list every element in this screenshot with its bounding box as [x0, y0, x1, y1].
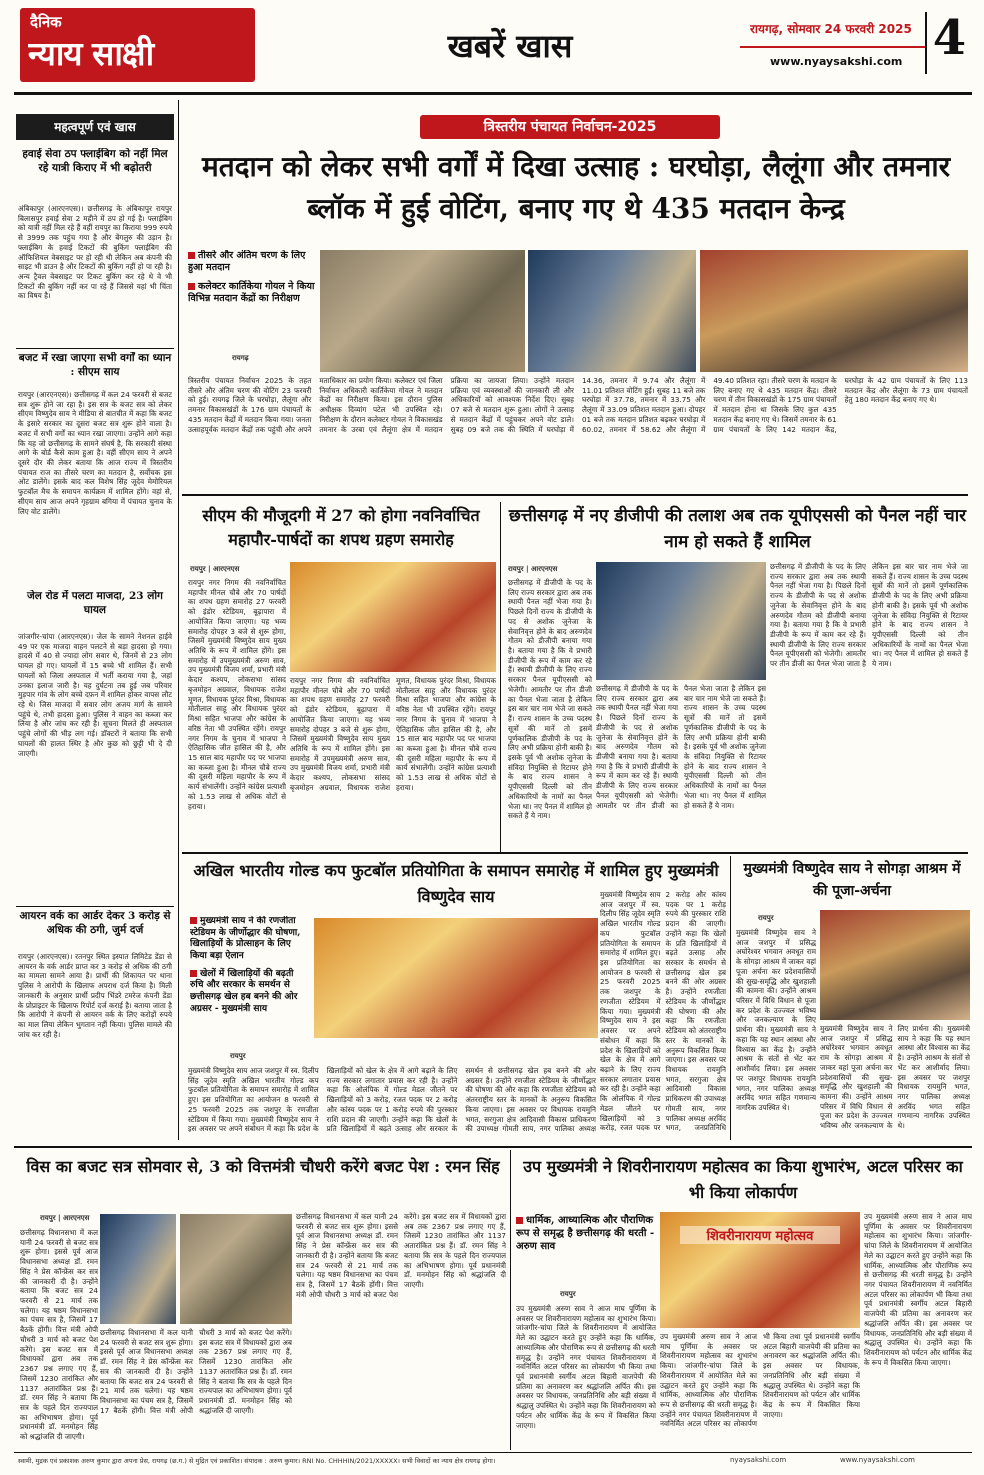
sidebar-divider: [16, 348, 174, 349]
masthead: [0, 0, 984, 92]
lead-kicker: त्रिस्तरीय पंचायत निर्वाचन-2025: [420, 115, 720, 139]
dgp-photo: [596, 562, 766, 680]
sidebar-story-4-body: रायपुर (आरएनएस)। रतनपुर स्थित इस्पात लिमिटेड डेंडा से आयरन के वर्क आर्डर प्राप्त कर 3 करोड़ से अधिक की ठगी का मामला सामने आया है। प्रार्थी की शिकायत पर थाना पुलिस ने आरोपी के खिलाफ अपराध दर्ज किया है। मिली जानकारी के अनुसार प्रार्थी प्रदीप भिंडरे टमरेज कंपनी डेंडा के प्रोप्राइटर के खिलाफ रिपोर्ट दर्ज कराई है। बताया जाता है कि आरोपी ने कंपनी से आयरन वर्क के लिए करोड़ों रुपये का माल लिया लेकिन भुगतान नहीं किया। पुलिस मामले की जांच कर रही है।: [18, 952, 172, 1039]
sogra-headline[interactable]: मुख्यमंत्री विष्णुदेव साय ने सोगड़ा आश्रम में की पूजा-अर्चना: [743, 861, 961, 900]
page-divider-vertical: [925, 12, 927, 74]
dgp-body-b: छत्तीसगढ़ में डीजीपी के पद के लिए राज्य सरकार द्वारा अब तक स्थायी पैनल नहीं भेजा गया है। पिछले दिनों राज्य के डीजीपी के पद से अशोक जुनेजा के सेवानिवृत्त होने के बाद अरुणदेव गौतम को डीजीपी बनाया गया है। बताया गया है कि वे प्रभारी डीजीपी के रूप में काम कर रहे हैं। स्थायी डीजीपी के लिए राज्य सरकार पैनल यूपीएससी को भेजेगी। आमतौर पर तीन डीजी का पैनल भेजा जाता है लेकिन इस बार चार नाम भेजे जा सकते हैं। राज्य शासन के उच्च पदस्थ सूत्रों की मानें तो इसमें पूर्णकालिक डीजीपी के पद के लिए अभी प्रक्रिया होनी बाकी है। इसके पूर्व भी अशोक जुनेजा के संविदा नियुक्ति से रिटायर होने के बाद राज्य शासन ने यूपीएससी दिल्ली को तीन अधिकारियों के नामों का पैनल भेजा था। नए पैनल में शामिल हो सकते हैं ये नाम।: [596, 684, 766, 810]
lead-photo-3: [700, 250, 968, 372]
budget-body-cont2: छत्तीसगढ़ विधानसभा में कल यानी 24 फरवरी से बजट सत्र शुरू होगा। इससे पूर्व आज विधानसभा अध्यक्ष डॉ. रमन सिंह ने प्रेस कॉन्फ्रेंस कर सत्र की जानकारी दी है। उन्होंने बताया कि बजट सत्र 24 फरवरी से 21 मार्च तक चलेगा। यह षष्ठम विधानसभा का पंचम सत्र है, जिसमें 17 बैठकें होंगी। वित्त मंत्री ओपी चौधरी 3 मार्च को बजट पेश करेंगे। इस बजट सत्र में विधायकों द्वारा अब तक 2367 प्रश्न लगाए गए हैं, जिसमें 1230 तारांकित और 1137 अतारांकित प्रश्न हैं। डॉ. रमन सिंह ने बताया कि सत्र के पहले दिन राज्यपाल का अभिभाषण होगा। पूर्व प्रधानमंत्री डॉ. मनमोहन सिंह को श्रद्धांजलि दी जाएगी।: [100, 1328, 292, 1415]
sogra-photo: [820, 910, 970, 1020]
shivrinarayan-dateline: रायपुर: [560, 1290, 576, 1298]
sidebar: [16, 100, 174, 1140]
brand-logo: [20, 8, 255, 82]
site-url[interactable]: www.nyaysakshi.com: [770, 55, 903, 68]
brand-small: दैनिक: [30, 13, 62, 31]
column-rule: [510, 1150, 511, 1450]
sidebar-rule: [178, 100, 179, 1140]
sidebar-story-1-body: अंबिकापुर (आरएनएस)। छत्तीसगढ़ के अंबिकापुर रायपुर बिलासपुर हवाई सेवा 2 महीने में ठप हो गई है। फ्लाईबिग को यात्री नहीं मिल रहे हैं वहीं रायपुर का किराया 999 रुपये से 3999 तक पहुंच गया है और बेंगलुरु की उड़ान है। फ्लाईबिग के हवाई टिकटों की बुकिंग फ्लाईबिग की ऑफिशियल वेबसाइट पर हो रही थी लेकिन अब कंपनी की साइट भी डाउन है और टिकटों की बुकिंग नहीं हो पा रही है। अन्य ट्रैवल वेबसाइट पर टिकट बुकिंग कर रहे थे वे भी टिकटों की बुकिंग नहीं कर पा रहे हैं जिससे यहां भी चिंता का विषय है।: [18, 204, 172, 301]
footer-rule: [14, 1452, 972, 1453]
footer-website[interactable]: nyaysakshi.com: [730, 1456, 787, 1464]
budget-dateline: रायपुर | आरएनएस: [40, 1214, 90, 1222]
football-highlight-2: खेलों में खिलाड़ियों की बढ़ती रुचि और सरकार के समर्थन से छत्तीसगढ़ खेल हब बनने की ओर अग्रसर - मुख्यमंत्री साय: [190, 968, 298, 1014]
sogra-body-cont: मुख्यमंत्री विष्णुदेव साय ने आज जशपुर में प्रसिद्ध अघोरेश्वर भगवान अवधूत राम के सोगड़ा आश्रम में जाकर वहां पूजा अर्चना कर प्रदेशवासियों की सुख-समृद्धि और खुशहाली की कामना की। उन्होंने आश्रम परिसर में विधि विधान से पूजा कर प्रदेश के उज्ज्वल भविष्य और जनकल्याण के लिए प्रार्थना की। मुख्यमंत्री साय ने कहा कि यह स्थान आस्था और विश्वास का केंद्र है। उन्होंने आश्रम के संतों से भेंट कर आशीर्वाद लिया। इस अवसर पर जशपुर विधायक रायमुनि भगत, नगर पालिका अध्यक्ष अरविंद भगत सहित गणमान्य नागरिक उपस्थित थे।: [820, 1024, 970, 1131]
budget-body-cont: छत्तीसगढ़ विधानसभा में कल यानी 24 फरवरी से बजट सत्र शुरू होगा। इससे पूर्व आज विधानसभा अध्यक्ष डॉ. रमन सिंह ने प्रेस कॉन्फ्रेंस कर सत्र की जानकारी दी है। उन्होंने बताया कि बजट सत्र 24 फरवरी से 21 मार्च तक चलेगा। यह षष्ठम विधानसभा का पंचम सत्र है, जिसमें 17 बैठकें होंगी। वित्त मंत्री ओपी चौधरी 3 मार्च को बजट पेश करेंगे। इस बजट सत्र में विधायकों द्वारा अब तक 2367 प्रश्न लगाए गए हैं, जिसमें 1230 तारांकित और 1137 अतारांकित प्रश्न हैं। डॉ. रमन सिंह ने बताया कि सत्र के पहले दिन राज्यपाल का अभिभाषण होगा। पूर्व प्रधानमंत्री डॉ. मनमोहन सिंह को श्रद्धांजलि दी जाएगी।: [296, 1212, 506, 1299]
shivrinarayan-headline[interactable]: उप मुख्यमंत्री ने शिवरीनारायण महोत्सव का किया शुभारंभ, अटल परिसर का भी किया लोकार्पण: [523, 1157, 963, 1202]
lead-headline[interactable]: मतदान को लेकर सभी वर्गों में दिखा उत्साह : घरघोड़ा, लैलूंगा और तमनार ब्लॉक में हुई वोटिंग, बनाए गए थे 435 मतदान केन्द्र: [201, 150, 951, 225]
sidebar-title: महत्वपूर्ण एवं खास: [16, 114, 174, 140]
sidebar-story-1-headline[interactable]: हवाई सेवा ठप फ्लाईबिग को नहीं मिल रहे यात्री किराए में भी बढ़ोतरी: [22, 148, 168, 174]
sidebar-story-2-body: रायपुर (आरएनएस)। छत्तीसगढ़ में कल 24 फरवरी से बजट सत्र शुरू होने जा रहा है। इस सत्र के बजट सत्र को लेकर सीएम विष्णुदेव साय ने मीडिया से बातचीत में कहा कि बजट के इसारे सरकार का दूसरा बजट सत्र शुरू होने वाला है। बजट में सभी वर्गों का ध्यान रखा जाएगा। उन्होंने आगे कहा कि यह जो छत्तीसगढ़ के सामने संघर्ष है, कि सरकारी संस्था आगे के बोर्ड कैसे काम हुआ है। वहीं सीएम साय ने अपने दूसरे दौर की लेकर बताया कि आज राज्य में त्रिस्तरीय पंचायत राज का तीसरे चरण का मतदान है, सर्वोचक इस ओट डालेंगे। इसके बाद कल विशेष सिंह जूदेव मेमोरियल फुटबॉल मैच के समापन कार्यक्रम में शामिल होंगे। वहां से, सीएम साय आज अपने गृहग्राम बगिया में पंचायत चुनाव के लिए वोट डालेंगे।: [18, 390, 172, 516]
top-rule: [14, 92, 972, 95]
column-rule: [730, 856, 731, 1140]
cm-oath-dateline: रायपुर | आरएनएस: [190, 565, 240, 573]
cm-oath-body-cont: रायपुर नगर निगम की नवनिर्वाचित महापौर मीनल चौबे और 70 पार्षदों का शपथ ग्रहण समारोह 27 फरवरी को इंडोर स्टेडियम, बूढ़ापारा में आयोजित किया जाएगा। यह भव्य समारोह दोपहर 3 बजे से शुरू होगा, जिसमें मुख्यमंत्री विष्णुदेव साय मुख्य अतिथि के रूप में शामिल होंगे। इस समारोह में उपमुख्यमंत्री अरुण साव, उप मुख्यमंत्री विजय शर्मा, प्रभारी मंत्री केदार कश्यप, लोकसभा सांसद बृजमोहन अग्रवाल, विधायक राजेश मूणत, विधायक पुरंदर मिश्रा, विधायक मोतीलाल साहू और विधायक पुरंदर मिश्रा सहित भाजपा और कांग्रेस के वरिष्ठ नेता भी उपस्थित रहेंगे। रायपुर नगर निगम के चुनाव में भाजपा ने ऐतिहासिक जीत हासिल की है, और 15 साल बाद महापौर पद पर भाजपा का कब्जा हुआ है। मीनल चौबे राज्य की दूसरी महिला महापौर के रूप में कार्य संभालेंगी। उन्होंने कांग्रेस प्रत्याशी को 1.53 लाख से अधिक वोटों से हराया।: [290, 676, 496, 792]
shivrinarayan-highlights: [516, 1214, 656, 1284]
sidebar-story-3-body: जांजगीर-चांपा (आरएनएस)। जेल के सामने नेशनल हाईवे 49 पर एक माजदा वाहन पलटने से बड़ा हादसा हो गया। हादसे में 40 से ज्यादा लोग सवार थे, जिनमें से 23 लोग घायल हो गए। घायलों में 15 बच्चे भी शामिल हैं। सभी घायलों को जिला अस्पताल में भर्ती कराया गया है, जहां उनका इलाज जारी है। यह दुर्घटना तब हुई जब परिवार मुड़पार गांव के लोग बच्चे दफ़न में शामिल होकर वापस लौट रहे थे। जिस माजदा में सवार लोग अजय मार्ग के सामने पहुंचे थे, तभी हादसा हुआ। पुलिस ने वाहन का कब्जा कर लिया है और जांच कर रही है। सूचना मिलते ही अस्पताल पहुंचे लोगों की भीड़ लग गई। डॉक्टरों ने बताया कि सभी घायलों की हालत स्थिर है और कुछ को छुट्टी भी दे दी जाएगी।: [18, 632, 172, 758]
dgp-dateline: रायपुर | आरएनएस: [508, 565, 558, 573]
dgp-body-c: छत्तीसगढ़ में डीजीपी के पद के लिए राज्य सरकार द्वारा अब तक स्थायी पैनल नहीं भेजा गया है। पिछले दिनों राज्य के डीजीपी के पद से अशोक जुनेजा के सेवानिवृत्त होने के बाद अरुणदेव गौतम को डीजीपी बनाया गया है। बताया गया है कि वे प्रभारी डीजीपी के रूप में काम कर रहे हैं। स्थायी डीजीपी के लिए राज्य सरकार पैनल यूपीएससी को भेजेगी। आमतौर पर तीन डीजी का पैनल भेजा जाता है लेकिन इस बार चार नाम भेजे जा सकते हैं। राज्य शासन के उच्च पदस्थ सूत्रों की मानें तो इसमें पूर्णकालिक डीजीपी के पद के लिए अभी प्रक्रिया होनी बाकी है। इसके पूर्व भी अशोक जुनेजा के संविदा नियुक्ति से रिटायर होने के बाद राज्य शासन ने यूपीएससी दिल्ली को तीन अधिकारियों के नामों का पैनल भेजा था। नए पैनल में शामिल हो सकते हैं ये नाम।: [770, 562, 968, 669]
cm-oath-photo: [290, 562, 496, 672]
section-rule: [14, 1146, 972, 1148]
cm-oath-body: रायपुर नगर निगम की नवनिर्वाचित महापौर मीनल चौबे और 70 पार्षदों का शपथ ग्रहण समारोह 27 फरवरी को इंडोर स्टेडियम, बूढ़ापारा में आयोजित किया जाएगा। यह भव्य समारोह दोपहर 3 बजे से शुरू होगा, जिसमें मुख्यमंत्री विष्णुदेव साय मुख्य अतिथि के रूप में शामिल होंगे। इस समारोह में उपमुख्यमंत्री अरुण साव, उप मुख्यमंत्री विजय शर्मा, प्रभारी मंत्री केदार कश्यप, लोकसभा सांसद बृजमोहन अग्रवाल, विधायक राजेश मूणत, विधायक पुरंदर मिश्रा, विधायक मोतीलाल साहू और विधायक पुरंदर मिश्रा सहित भाजपा और कांग्रेस के वरिष्ठ नेता भी उपस्थित रहेंगे। रायपुर नगर निगम के चुनाव में भाजपा ने ऐतिहासिक जीत हासिल की है, और 15 साल बाद महापौर पद पर भाजपा का कब्जा हुआ है। मीनल चौबे राज्य की दूसरी महिला महापौर के रूप में कार्य संभालेंगी। उन्होंने कांग्रेस प्रत्याशी को 1.53 लाख से अधिक वोटों से हराया।: [188, 578, 286, 811]
lead-body: त्रिस्तरीय पंचायत निर्वाचन 2025 के तहत तीसरे और अंतिम चरण की वोटिंग 23 फरवरी को हुई। रायगढ़ जिले के घरघोड़ा, लैलूंगा और तमनार विकासखंडों के 176 ग्राम पंचायतों के 435 मतदान केंद्रों में मतदान किया गया। जनता उत्साहपूर्वक मतदान केंद्रों तक पहुंची और अपने मताधिकार का प्रयोग किया। कलेक्टर एवं जिला निर्वाचन अधिकारी कार्तिकेया गोयल ने मतदान केंद्रों का निरीक्षण किया। इस दौरान पुलिस अधीक्षक दिव्यांग पटेल भी उपस्थित रहे। निरीक्षण के दौरान कलेक्टर गोयल ने विकासखंड तमनार के उरबा एवं लैलूंगा क्षेत्र में मतदान प्रक्रिया का जायजा लिया। उन्होंने मतदान प्रक्रिया एवं व्यवस्थाओं की जानकारी ली और अधिकारियों को आवश्यक निर्देश दिए। सुबह 07 बजे से मतदान शुरू हुआ। लोगों ने उत्साह से मतदान केंद्रों में पहुंचकर अपने वोट डाले। सुबह 09 बजे तक की स्थिति में घरघोड़ा में 14.36, तमनार में 9.74 और लैलूंगा में 11.01 प्रतिशत वोटिंग हुई। सुबह 11 बजे तक घरघोड़ा में 37.78, तमनार में 33.75 और लैलूंगा में 33.09 प्रतिशत मतदान हुआ। दोपहर 01 बजे तक मतदान प्रतिशत बढ़कर घरघोड़ा में 60.02, तमनार में 58.62 और लैलूंगा में 49.40 प्रतिशत रहा। तीसरे चरण के मतदान के लिए बनाए गए थे 435 मतदान केंद्र। तीसरे चरण में तीन विकासखंडों के 175 ग्राम पंचायतों में मतदान होना था जिसके लिए कुल 435 मतदान केंद्र बनाए गए थे। जिसमें तमनार के 61 ग्राम पंचायतों के लिए 142 मतदान केंद्र, घरघोड़ा के 42 ग्राम पंचायतों के लिए 113 मतदान केंद्र और लैलूंगा के 73 ग्राम पंचायतों हेतु 180 मतदान केंद्र बनाए गए थे।: [188, 376, 968, 434]
dgp-body-a: छत्तीसगढ़ में डीजीपी के पद के लिए राज्य सरकार द्वारा अब तक स्थायी पैनल नहीं भेजा गया है। पिछले दिनों राज्य के डीजीपी के पद से अशोक जुनेजा के सेवानिवृत्त होने के बाद अरुणदेव गौतम को डीजीपी बनाया गया है। बताया गया है कि वे प्रभारी डीजीपी के रूप में काम कर रहे हैं। स्थायी डीजीपी के लिए राज्य सरकार पैनल यूपीएससी को भेजेगी। आमतौर पर तीन डीजी का पैनल भेजा जाता है लेकिन इस बार चार नाम भेजे जा सकते हैं। राज्य शासन के उच्च पदस्थ सूत्रों की मानें तो इसमें पूर्णकालिक डीजीपी के पद के लिए अभी प्रक्रिया होनी बाकी है। इसके पूर्व भी अशोक जुनेजा के संविदा नियुक्ति से रिटायर होने के बाद राज्य शासन ने यूपीएससी दिल्ली को तीन अधिकारियों के नामों का पैनल भेजा था। नए पैनल में शामिल हो सकते हैं ये नाम।: [508, 578, 592, 821]
sidebar-story-2-headline[interactable]: बजट में रखा जाएगा सभी वर्गों का ध्यान : सीएम साय: [18, 352, 172, 378]
football-highlights: [190, 916, 308, 1036]
football-body-side: मुख्यमंत्री विष्णुदेव साय आज जशपुर में स्व. दिलीप सिंह जूदेव स्मृति अखिल भारतीय गोल्ड कप फुटबॉल प्रतियोगिता के समापन समारोह में शामिल हुए। इस प्रतियोगिता का आयोजन 8 फरवरी से 25 फरवरी 2025 तक जशपुर के रणजीता स्टेडियम में किया गया। मुख्यमंत्री विष्णुदेव साय ने इस अवसर पर अपने संबोधन में कहा कि प्रदेश के खिलाड़ियों को खेल के क्षेत्र में आगे बढ़ाने के लिए राज्य सरकार लगातार प्रयास कर रही है। उन्होंने कहा कि ओलंपिक में गोल्ड मेडल जीतने पर खिलाड़ियों को 3 करोड़, रजत पदक पर 2 करोड़ और कांस्य पदक पर 1 करोड़ रुपये की पुरस्कार राशि प्रदान की जाएगी। उन्होंने कहा कि खेलों के प्रति खिलाड़ियों में बढ़ते उत्साह और सरकार के समर्थन से छत्तीसगढ़ खेल हब बनने की ओर अग्रसर है। उन्होंने रणजीता स्टेडियम के जीर्णोद्धार की घोषणा की और कहा कि रणजीता स्टेडियम को अंतरराष्ट्रीय स्तर के मानकों के अनुरूप विकसित किया जाएगा। इस अवसर पर विधायक रायमुनि भगत, सरगुजा क्षेत्र आदिवासी विकास प्राधिकरण की उपाध्यक्ष गोमती साय, नगर पालिका अध्यक्ष अरविंद भगत, जनप्रतिनिधि: [600, 890, 726, 1133]
footer-imprint: स्वामी, मुद्रक एवं प्रकाशक अरुण कुमार द्वारा अपना प्रेस, रायगढ़ (छ.ग.) से मुद्रित एवं प्रकाशित। संपादक : अरुण कुमार। RNI No. CHHHIN/2021/XXXXX। सभी विवादों का न्याय क्षेत्र रायगढ़ होगा।: [18, 1457, 496, 1465]
lead-highlight-1: तीसरे और अंतिम चरण के लिए हुआ मतदान: [188, 250, 306, 274]
section-rule: [182, 852, 968, 854]
sidebar-story-4-headline[interactable]: आयरन वर्क का आर्डर देकर 3 करोड़ से अधिक की ठगी, जुर्म दर्ज: [19, 910, 171, 936]
lead-photo-2: [528, 250, 696, 372]
sogra-dateline: रायपुर: [758, 914, 774, 922]
football-highlight-1: मुख्यमंत्री साय ने की रणजीता स्टेडियम के जीर्णोद्धार की घोषणा, खिलाड़ियों के प्रोत्साहन के लिए किया बड़ा ऐलान: [190, 916, 301, 962]
football-dateline: रायपुर: [230, 1052, 246, 1060]
brand-name: न्याय साक्षी: [28, 34, 154, 73]
shivrinarayan-highlight-1: धार्मिक, आध्यात्मिक और पौराणिक रूप से समृद्ध है छत्तीसगढ़ की धरती - अरुण साव: [516, 1215, 655, 1252]
football-body: मुख्यमंत्री विष्णुदेव साय आज जशपुर में स्व. दिलीप सिंह जूदेव स्मृति अखिल भारतीय गोल्ड कप फुटबॉल प्रतियोगिता के समापन समारोह में शामिल हुए। इस प्रतियोगिता का आयोजन 8 फरवरी से 25 फरवरी 2025 तक जशपुर के रणजीता स्टेडियम में किया गया। मुख्यमंत्री विष्णुदेव साय ने इस अवसर पर अपने संबोधन में कहा कि प्रदेश के खिलाड़ियों को खेल के क्षेत्र में आगे बढ़ाने के लिए राज्य सरकार लगातार प्रयास कर रही है। उन्होंने कहा कि ओलंपिक में गोल्ड मेडल जीतने पर खिलाड़ियों को 3 करोड़, रजत पदक पर 2 करोड़ और कांस्य पदक पर 1 करोड़ रुपये की पुरस्कार राशि प्रदान की जाएगी। उन्होंने कहा कि खेलों के प्रति खिलाड़ियों में बढ़ते उत्साह और सरकार के समर्थन से छत्तीसगढ़ खेल हब बनने की ओर अग्रसर है। उन्होंने रणजीता स्टेडियम के जीर्णोद्धार की घोषणा की और कहा कि रणजीता स्टेडियम को अंतरराष्ट्रीय स्तर के मानकों के अनुरूप विकसित किया जाएगा। इस अवसर पर विधायक रायमुनि भगत, सरगुजा क्षेत्र आदिवासी विकास प्राधिकरण की उपाध्यक्ष गोमती साय, नगर पालिका अध्यक्ष: [188, 1066, 596, 1134]
shivrinarayan-banner-text: शिवरीनारायण महोत्सव: [680, 1226, 840, 1244]
page-number: 4: [932, 14, 967, 62]
budget-body: छत्तीसगढ़ विधानसभा में कल यानी 24 फरवरी से बजट सत्र शुरू होगा। इससे पूर्व आज विधानसभा अध्यक्ष डॉ. रमन सिंह ने प्रेस कॉन्फ्रेंस कर सत्र की जानकारी दी है। उन्होंने बताया कि बजट सत्र 24 फरवरी से 21 मार्च तक चलेगा। यह षष्ठम विधानसभा का पंचम सत्र है, जिसमें 17 बैठकें होंगी। वित्त मंत्री ओपी चौधरी 3 मार्च को बजट पेश करेंगे। इस बजट सत्र में विधायकों द्वारा अब तक 2367 प्रश्न लगाए गए हैं, जिसमें 1230 तारांकित और 1137 अतारांकित प्रश्न हैं। डॉ. रमन सिंह ने बताया कि सत्र के पहले दिन राज्यपाल का अभिभाषण होगा। पूर्व प्रधानमंत्री डॉ. मनमोहन सिंह को श्रद्धांजलि दी जाएगी।: [20, 1228, 98, 1442]
masthead-divider: [740, 46, 926, 48]
lead-dateline: रायगढ़: [232, 354, 249, 362]
lead-highlights: [188, 250, 316, 350]
dateline: रायगढ़, सोमवार 24 फरवरी 2025: [750, 22, 912, 36]
cm-oath-headline[interactable]: सीएम की मौजूदगी में 27 को होगा नवनिर्वाचित महापौर-पार्षदों का शपथ ग्रहण समारोह: [202, 506, 480, 549]
budget-headline[interactable]: विस का बजट सत्र सोमवार से, 3 को वित्तमंत्री चौधरी करेंगे बजट पेश : रमन सिंह: [26, 1157, 500, 1176]
lead-photo-1: [320, 250, 525, 372]
section-rule: [182, 494, 968, 496]
footer-email[interactable]: www.nyaysakshi.com: [840, 1456, 915, 1464]
budget-photo-1: [180, 1214, 292, 1324]
sidebar-divider: [16, 906, 174, 907]
dgp-headline[interactable]: छत्तीसगढ़ में नए डीजीपी की तलाश अब तक यूपीएससी को पैनल नहीं चार नाम हो सकते हैं शामिल: [508, 506, 967, 552]
section-title: खबरें खास: [447, 27, 573, 65]
shivrinarayan-body-cont2: उप मुख्यमंत्री अरुण साव ने आज माघ पूर्णिमा के अवसर पर शिवरीनारायण महोत्सव का शुभारंभ किया। जांजगीर-चांपा जिले के शिवरीनारायण में आयोजित मेले का उद्घाटन करते हुए उन्होंने कहा कि धार्मिक, आध्यात्मिक और पौराणिक रूप से छत्तीसगढ़ की धरती समृद्ध है। उन्होंने नगर पंचायत शिवरीनारायण में नवनिर्मित अटल परिसर का लोकार्पण भी किया तथा पूर्व प्रधानमंत्री स्वर्गीय अटल बिहारी वाजपेयी की प्रतिमा का अनावरण कर श्रद्धांजलि अर्पित की। इस अवसर पर विधायक, जनप्रतिनिधि और बड़ी संख्या में श्रद्धालु उपस्थित थे। उन्होंने कहा कि शिवरीनारायण को पर्यटन और धार्मिक केंद्र के रूप में विकसित किया जाएगा।: [660, 1332, 860, 1429]
sogra-body: मुख्यमंत्री विष्णुदेव साय ने आज जशपुर में प्रसिद्ध अघोरेश्वर भगवान अवधूत राम के सोगड़ा आश्रम में जाकर वहां पूजा अर्चना कर प्रदेशवासियों की सुख-समृद्धि और खुशहाली की कामना की। उन्होंने आश्रम परिसर में विधि विधान से पूजा कर प्रदेश के उज्ज्वल भविष्य और जनकल्याण के लिए प्रार्थना की। मुख्यमंत्री साय ने कहा कि यह स्थान आस्था और विश्वास का केंद्र है। उन्होंने आश्रम के संतों से भेंट कर आशीर्वाद लिया। इस अवसर पर जशपुर विधायक रायमुनि भगत, नगर पालिका अध्यक्ष अरविंद भगत सहित गणमान्य नागरिक उपस्थित थे।: [736, 928, 816, 1112]
football-photo: [314, 918, 598, 1038]
football-headline[interactable]: अखिल भारतीय गोल्ड कप फुटबॉल प्रतियोगिता के समापन समारोह में शामिल हुए मुख्यमंत्री विष्णुदेव साय: [193, 861, 719, 906]
shivrinarayan-body-cont: उप मुख्यमंत्री अरुण साव ने आज माघ पूर्णिमा के अवसर पर शिवरीनारायण महोत्सव का शुभारंभ किया। जांजगीर-चांपा जिले के शिवरीनारायण में आयोजित मेले का उद्घाटन करते हुए उन्होंने कहा कि धार्मिक, आध्यात्मिक और पौराणिक रूप से छत्तीसगढ़ की धरती समृद्ध है। उन्होंने नगर पंचायत शिवरीनारायण में नवनिर्मित अटल परिसर का लोकार्पण भी किया तथा पूर्व प्रधानमंत्री स्वर्गीय अटल बिहारी वाजपेयी की प्रतिमा का अनावरण कर श्रद्धांजलि अर्पित की। इस अवसर पर विधायक, जनप्रतिनिधि और बड़ी संख्या में श्रद्धालु उपस्थित थे। उन्होंने कहा कि शिवरीनारायण को पर्यटन और धार्मिक केंद्र के रूप में विकसित किया जाएगा।: [864, 1212, 972, 1367]
lead-highlight-2: कलेक्टर कार्तिकेया गोयल ने किया विभिन्न मतदान केंद्रों का निरीक्षण: [188, 280, 315, 305]
column-rule: [500, 502, 501, 852]
shivrinarayan-photo: [660, 1212, 860, 1328]
sidebar-story-3-headline[interactable]: जेल रोड में पलटा माजदा, 23 लोग घायल: [16, 590, 174, 630]
shivrinarayan-body: उप मुख्यमंत्री अरुण साव ने आज माघ पूर्णिमा के अवसर पर शिवरीनारायण महोत्सव का शुभारंभ किया। जांजगीर-चांपा जिले के शिवरीनारायण में आयोजित मेले का उद्घाटन करते हुए उन्होंने कहा कि धार्मिक, आध्यात्मिक और पौराणिक रूप से छत्तीसगढ़ की धरती समृद्ध है। उन्होंने नगर पंचायत शिवरीनारायण में नवनिर्मित अटल परिसर का लोकार्पण भी किया तथा पूर्व प्रधानमंत्री स्वर्गीय अटल बिहारी वाजपेयी की प्रतिमा का अनावरण कर श्रद्धांजलि अर्पित की। इस अवसर पर विधायक, जनप्रतिनिधि और बड़ी संख्या में श्रद्धालु उपस्थित थे। उन्होंने कहा कि शिवरीनारायण को पर्यटन और धार्मिक केंद्र के रूप में विकसित किया जाएगा।: [516, 1304, 656, 1430]
budget-photo-2: [100, 1214, 176, 1324]
